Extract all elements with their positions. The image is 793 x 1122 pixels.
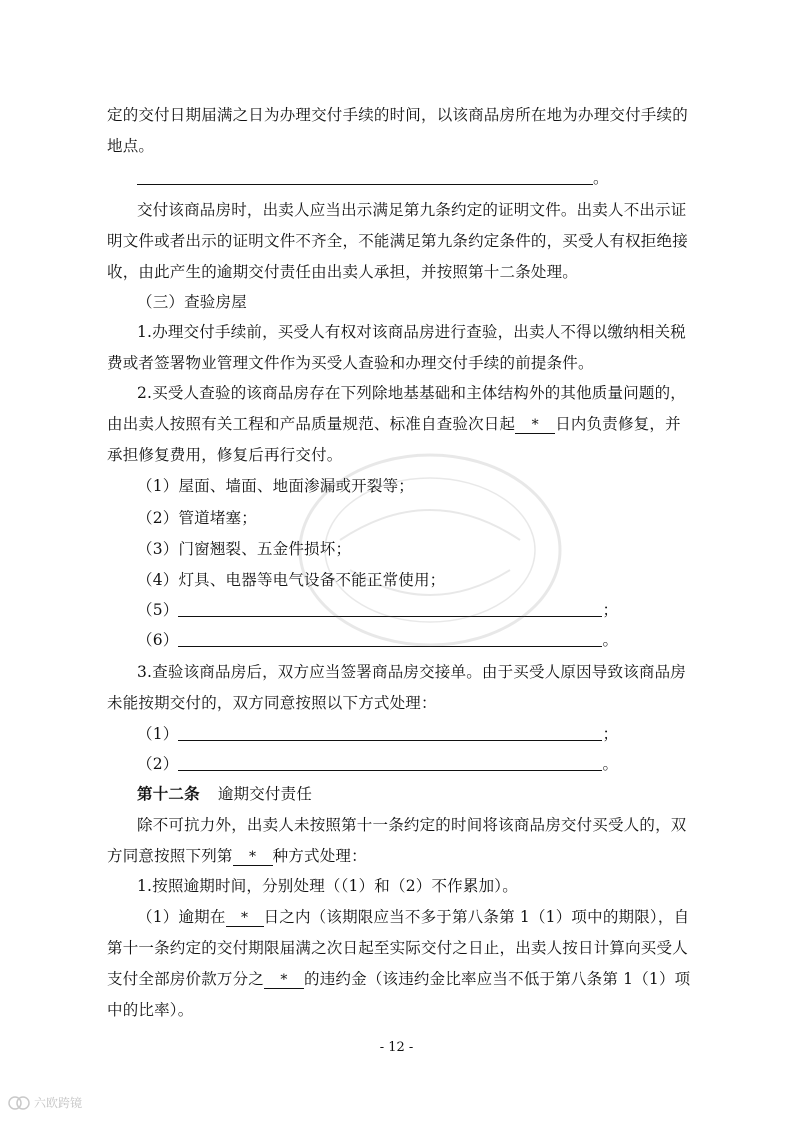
- list-item: [137, 630, 618, 650]
- list-item: [137, 600, 618, 620]
- paragraph-line: 1.办理交付手续前，买受人有权对该商品房进行查验，出卖人不得以缴纳相关税: [137, 323, 686, 341]
- text-segment: 的违约金（该违约金比率应当不低于第八条第 1（1）项: [304, 970, 691, 988]
- paragraph-line: 地点。: [107, 137, 155, 155]
- list-item: [137, 724, 618, 744]
- method-choice-blank: *: [233, 849, 273, 866]
- fill-line: [137, 168, 593, 185]
- list-item: （1）屋面、墙面、地面渗漏或开裂等；: [137, 477, 414, 495]
- list-item: （4）灯具、电器等电气设备不能正常使用；: [137, 571, 446, 589]
- paragraph-line: 中的比率）。: [107, 1001, 194, 1019]
- list-item: [137, 754, 618, 774]
- text-segment: 支付全部房价款万分之: [107, 970, 265, 988]
- period: 。: [593, 169, 609, 187]
- paragraph-line: 1.按照逾期时间，分别处理（（1）和（2）不作累加）。: [137, 877, 518, 895]
- paragraph-line: 收，由此产生的逾期交付责任由出卖人承担，并按照第十二条处理。: [107, 263, 579, 281]
- logo-text: 六欧跨镜: [34, 1096, 83, 1110]
- text-segment: （1）逾期在: [137, 908, 226, 926]
- fill-line: [178, 754, 602, 771]
- text-segment: 种方式处理：: [272, 847, 367, 865]
- semicolon: ；: [602, 725, 619, 743]
- paragraph-line: [107, 414, 681, 434]
- fill-line: [178, 724, 602, 741]
- paragraph-line: 定的交付日期届满之日为办理交付手续的时间，以该商品房所在地为办理交付手续的: [107, 106, 688, 124]
- article-heading: [137, 784, 312, 804]
- list-marker: （6）: [137, 631, 179, 649]
- paragraph-line: 2.买受人查验的该商品房存在下列除地基基础和主体结构外的其他质量问题的，: [137, 384, 686, 402]
- repair-days-blank: *: [515, 417, 555, 434]
- fill-line: [178, 630, 602, 647]
- paragraph-line: 费或者签署物业管理文件作为买受人查验和办理交付手续的前提条件。: [107, 354, 594, 372]
- text-segment: 日之内（该期限应当不多于第八条第 1（1）项中的期限），自: [263, 908, 690, 926]
- page-number: - 12 -: [379, 1040, 414, 1055]
- logo-icon: [8, 1095, 30, 1111]
- source-logo: [8, 1094, 82, 1111]
- text-segment: 日内负责修复，并: [555, 415, 681, 433]
- paragraph-line: 承担修复费用，修复后再行交付。: [107, 446, 343, 464]
- period: 。: [602, 755, 619, 773]
- section-title: （三）查验房屋: [137, 293, 247, 311]
- paragraph-line: [137, 907, 689, 927]
- blank-fill-line: [137, 168, 609, 188]
- period: 。: [602, 631, 619, 649]
- paragraph-line: 除不可抗力外，出卖人未按照第十一条约定的时间将该商品房交付买受人的，双: [137, 816, 687, 834]
- list-item: （3）门窗翘裂、五金件损坏；: [137, 540, 352, 558]
- list-marker: （2）: [137, 755, 179, 773]
- paragraph-line: 交付该商品房时，出卖人应当出示满足第九条约定的证明文件。出卖人不出示证: [137, 201, 687, 219]
- paragraph-line: 第十一条约定的交付期限届满之次日起至实际交付之日止，出卖人按日计算向买受人: [107, 939, 688, 957]
- paragraph-line: [107, 969, 690, 989]
- text-segment: 由出卖人按照有关工程和产品质量规范、标准自查验次日起: [107, 415, 516, 433]
- list-marker: （1）: [137, 725, 179, 743]
- fill-line: [178, 600, 602, 617]
- semicolon: ；: [602, 601, 619, 619]
- article-title: 逾期交付责任: [217, 785, 313, 803]
- paragraph-line: 明文件或者出示的证明文件不齐全，不能满足第九条约定条件的，买受人有权拒绝接: [107, 232, 688, 250]
- overdue-days-blank: *: [226, 910, 264, 927]
- text-segment: 方同意按照下列第: [107, 847, 233, 865]
- article-number: 第十二条: [137, 784, 200, 803]
- list-item: （2）管道堵塞；: [137, 509, 257, 527]
- list-marker: （5）: [137, 601, 179, 619]
- paragraph-line: [107, 846, 367, 866]
- paragraph-line: 未能按期交付的，双方同意按照以下方式处理：: [107, 694, 437, 712]
- paragraph-line: 3.查验该商品房后，双方应当签署商品房交接单。由于买受人原因导致该商品房: [137, 663, 686, 681]
- penalty-rate-blank: *: [264, 972, 304, 989]
